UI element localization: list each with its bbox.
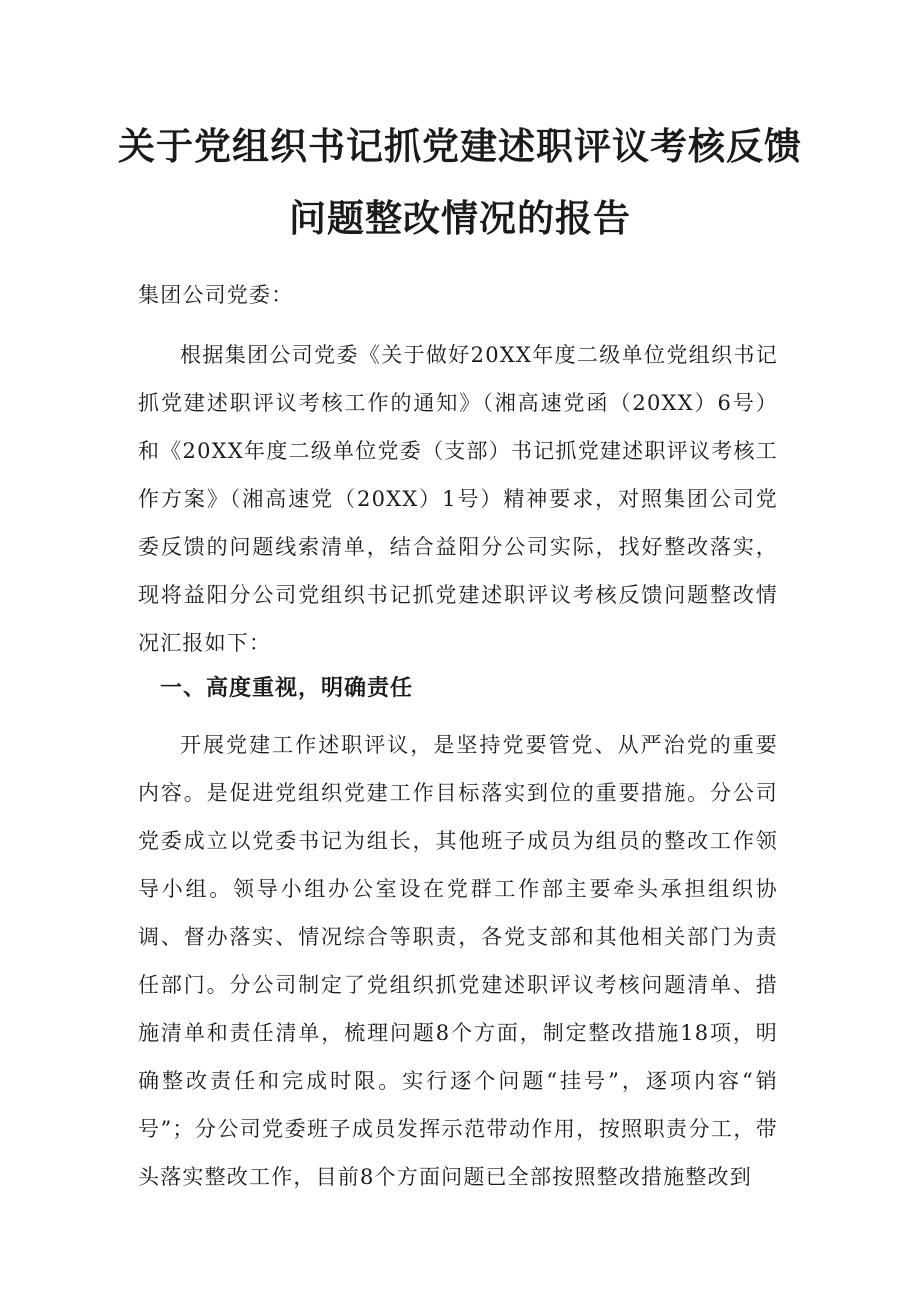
salutation: 集团公司党委： xyxy=(138,283,294,307)
paragraph-intro: 根据集团公司党委《关于做好20XX年度二级单位党组织书记抓党建述职评议考核工作的通知》（湘高速党函（20XX）6号）和《20XX年度二级单位党委（支部）书记抓党建述职评议考核工作方案》（湘高速党（20XX）1号）精神要求，对照集团公司党委反馈的问题线索清单，结合益阳分公司实际，找好整改落实，现将益阳分公司党组织书记抓党建述职评议考核反馈问题整改情况汇报如下： xyxy=(138,343,778,655)
document-title-line-2: 问题整改情况的报告 xyxy=(289,197,631,240)
section-heading-1: 一、高度重视，明确责任 xyxy=(160,676,414,701)
document-title-line-1: 关于党组织书记抓党建述职评议考核反馈 xyxy=(118,125,802,168)
paragraph-section-1: 开展党建工作述职评议，是坚持党要管党、从严治党的重要内容。是促进党组织党建工作目标落实到位的重要措施。分公司党委成立以党委书记为组长，其他班子成员为组员的整改工作领导小组。领导小组办公室设在党群工作部主要牵头承担组织协调、督办落实、情况综合等职责，各党支部和其他相关部门为责任部门。分公司制定了党组织抓党建述职评议考核问题清单、措施清单和责任清单，梳理问题8个方面，制定整改措施18项，明确整改责任和完成时限。实行逐个问题“挂号”，逐项内容“销号”；分公司党委班子成员发挥示范带动作用，按照职责分工，带头落实整改工作，目前8个方面问题已全部按照整改措施整改到 xyxy=(138,733,778,1189)
